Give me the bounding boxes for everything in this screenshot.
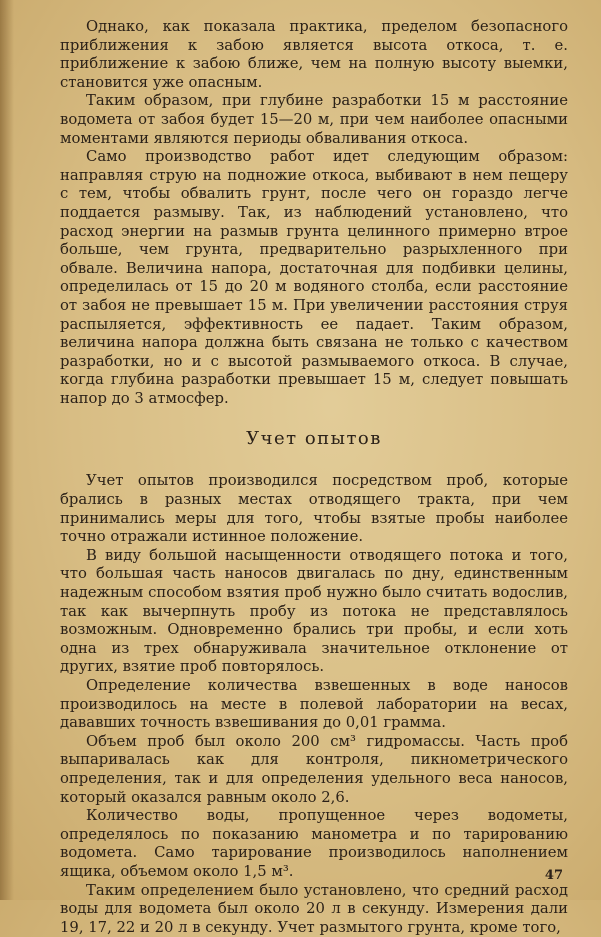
paragraph: Таким определением было установлено, что средний расход воды для водомета был около 20 л в секунду. Измерения дали 19, 17, 22 и 20 л в секунду. Учет размытого грунта, кроме того,	[60, 881, 568, 936]
paragraph: Само производство работ идет следующим образом: направляя струю на подножие откоса, выбивают в нем пещеру с тем, чтобы обвалить грунт, после чего он гораздо легче поддается размыву. Так, из наблюдений установлено, что расход энергии на размыв грунта целинного примерно втрое больше, чем грунта, предварительно разрыхленного при обвале. Величина напора, достаточная для подбивки целины, определилась от 15 до 20 м водяного столба, если расстояние от забоя не превышает 15 м. При увеличении расстояния струя распыляется, эффективность ее падает. Таким образом, величина напора должна быть связана не только с качеством разработки, но и с высотой размываемого откоса. В случае, когда глубина разработки превышает 15 м, следует повышать напор до 3 атмосфер.	[60, 148, 568, 407]
paragraph: Учет опытов производился посредством проб, которые брались в разных местах отводящего тракта, при чем принимались меры для того, чтобы взятые пробы наиболее точно отражали истинное положение.	[60, 472, 568, 546]
page-number: 47	[544, 868, 563, 883]
paragraph: Таким образом, при глубине разработки 15 м расстояние водомета от забоя будет 15—20 м, при чем наиболее опасными моментами являются периоды обваливания откоса.	[60, 92, 568, 147]
paragraph: Определение количества взвешенных в воде наносов производилось на месте в полевой лаборатории на весах, дававших точность взвешивания до 0,01 грамма.	[60, 677, 568, 732]
paragraph: Однако, как показала практика, пределом безопасного приближения к забою является высота откоса, т. е. приближение к забою ближе, чем на полную высоту выемки, становится уже опасным.	[60, 18, 568, 91]
section-heading: Учет опытов	[246, 428, 382, 450]
page-edge-shadow	[0, 0, 14, 900]
page-text	[60, 18, 568, 937]
paragraph: Объем проб был около 200 см³ гидромассы. Часть проб выпаривалась как для контроля, пикнометрического определения, так и для определения удельного веса наносов, который оказался равным около 2,6.	[60, 732, 568, 806]
paragraph: Количество воды, пропущенное через водометы, определялось по показанию манометра и по тарированию водомета. Само тарирование производилось наполнением ящика, объемом около 1,5 м³.	[60, 807, 568, 880]
paragraph: В виду большой насыщенности отводящего потока и того, что большая часть наносов двигалась по дну, единственным надежным способом взятия проб нужно было считать водослив, так как вычерпнуть пробу из потока не представлялось возможным. Одновременно брались три пробы, и если хоть одна из трех обнаруживала значительное отклонение от других, взятие проб повторялось.	[60, 546, 568, 676]
